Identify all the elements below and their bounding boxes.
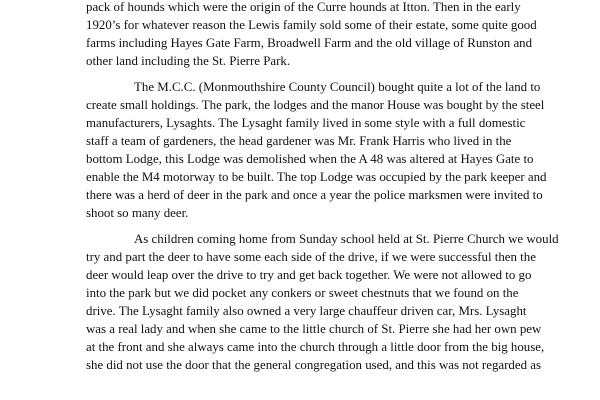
- text-line: she did not use the door that the general congregation used, and this was not regarded as: [86, 358, 541, 372]
- text-line: pack of hounds which were the origin of the Curre hounds at Itton. Then in the early: [86, 0, 521, 14]
- text-line: there was a herd of deer in the park and once a year the police marksmen were invited to: [86, 188, 543, 202]
- text-line: 1920’s for whatever reason the Lewis family sold some of their estate, some quite good: [86, 18, 537, 32]
- text-line: staff a team of gardeners, the head gardener was Mr. Frank Harris who lived in the: [86, 134, 512, 148]
- text-line: bottom Lodge, this Lodge was demolished when the A 48 was altered at Hayes Gate to: [86, 152, 534, 166]
- text-line: create small holdings. The park, the lodges and the manor House was bought by the steel: [86, 98, 545, 112]
- text-line: deer would leap over the drive to try and get back together. We were not allowed to go: [86, 268, 532, 282]
- text-line: The M.C.C. (Monmouthshire County Council) bought quite a lot of the land to: [134, 80, 541, 94]
- text-line: drive. The Lysaght family also owned a very large chauffeur driven car, Mrs. Lysaght: [86, 304, 527, 318]
- text-line: try and part the deer to have some each side of the drive, if we were successful then the: [86, 250, 536, 264]
- text-line: manufacturers, Lysaghts. The Lysaght family lived in some style with a full domestic: [86, 116, 526, 130]
- text-line: enable the M4 motorway to be built. The top Lodge was occupied by the park keeper and: [86, 170, 547, 184]
- text-line: farms including Hayes Gate Farm, Broadwell Farm and the old village of Runston and: [86, 36, 533, 50]
- text-line: into the park but we did pocket any conkers or sweet chestnuts that we found on the: [86, 286, 519, 300]
- text-line: at the front and she always came into the church through a little door from the big house,: [86, 340, 545, 354]
- text-line: As children coming home from Sunday school held at St. Pierre Church we would: [134, 232, 559, 246]
- text-line: was a real lady and when she came to the little church of St. Pierre she had her own pew: [86, 322, 542, 336]
- text-line: shoot so many deer.: [86, 206, 189, 220]
- text-line: other land including the St. Pierre Park.: [86, 54, 291, 68]
